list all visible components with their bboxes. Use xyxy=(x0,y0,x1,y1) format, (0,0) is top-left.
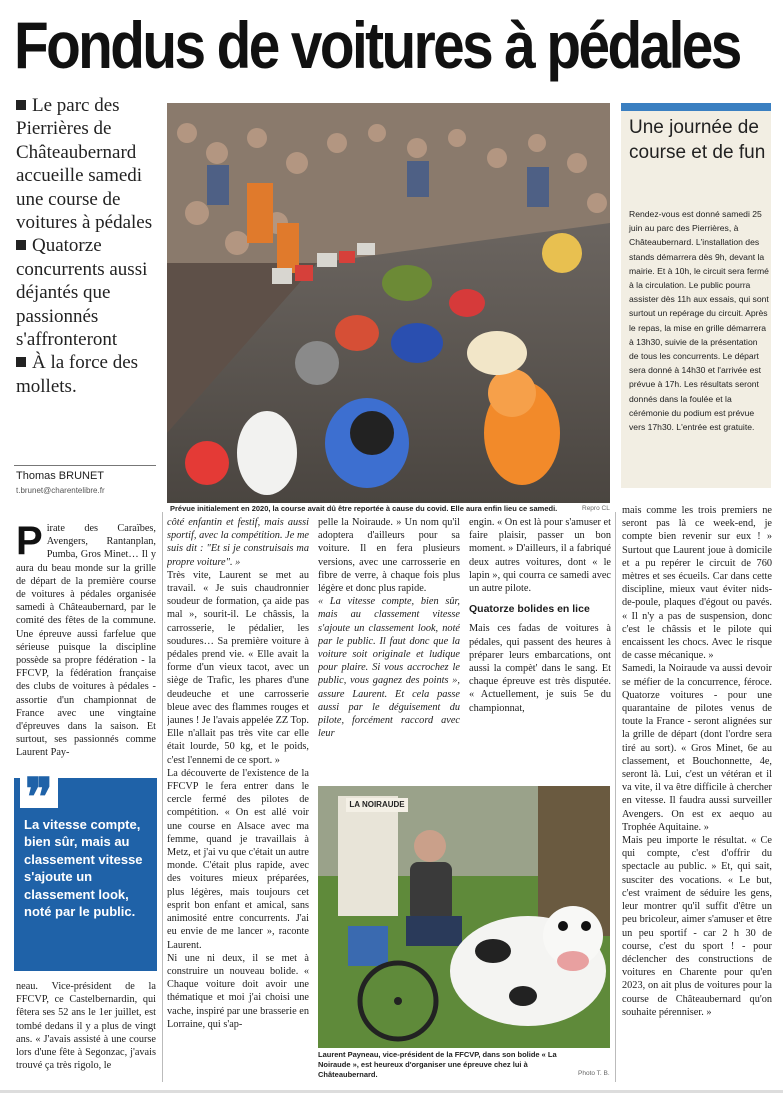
article-paragraph: Très vite, Laurent se met au travail. « Je suis chaudronnier soudeur de formation, ça aide pas mal », sourit-il. Le châssis, la carrosserie, le pédalier, les soudures… Sa première voiture à pédales prend vie. « Elle avait la forme d'un vieux tacot, avec un siège de Trafic, les phares d'une deudeuche et une carrosserie bleue avec des flammes rouges et jaunes ! Je l'avais appelée ZZ Top. Elle n'allait pas très vite car elle était lourde, 50 kg, et le poids, c'est l'ennemi de ce sport. » xyxy=(167,569,309,766)
info-box-title: Une journée de course et de fun xyxy=(629,117,766,163)
article-subheading: Quatorze bolides en lice xyxy=(469,603,590,616)
article-paragraph: Samedi, la Noiraude va aussi devoir se méfier de la concurrence, féroce. Quatorze voitures - pour une quarantaine de pilotes venus de toute la France - seront alignées sur la grille de départ (dont l'ordre sera tiré au sort). « Gros Minet, 6e au classement, et Bouchonnette, 4e, seront là. Lui, c'est un vétéran et il va vite, il va être difficile à chercher en vitesse. Il faudra aussi surveiller Avengers. On est ex aequo au Trophée Aquitaine. » xyxy=(622,663,772,833)
article-paragraph: Mais peu importe le résultat. « Ce qui compte, c'est d'offrir du spectacle au public. » Et, qui sait, susciter des vocations. « Le but, c'est vraiment de séduire les gens, leur montrer qu'il suffit d'être un peu bricoleur, aimer s'amuser et être un peu sportif - car 2 h 30 de course, c'est du sport ! - pour déclencher des constructions de voitures en Charente pour qu'en 2023, on ait plus de voitures pour la course de Châteaubernard qu'on souhaite pérenniser. » xyxy=(622,835,772,1018)
article-paragraph: Ni une ni deux, il se met à construire un nouveau bolide. « Chaque voiture doit avoir une thématique et moi j'ai choisi une vache, inspiré par une brasserie en Lorraine, qui s'ap- xyxy=(167,952,309,1030)
article-paragraph: neau. Vice-président de la FFCVP, ce Castelbernardin, qui fêtera ses 52 ans le 1er juillet, est tombé dedans il y a plus de vingt ans. « J'avais assisté à une course lors d'une fête à Segonzac, j'avais trouvé ça très rigolo, le xyxy=(16,981,156,1072)
main-photo-credit: Repro CL xyxy=(582,505,610,512)
article-paragraph: irate des Caraïbes, Avengers, Rantanplan, Pumba, Gros Minet… Il y aura du beau monde sur la grille de départ de la première course de voitures à pédales organisée samedi à Châteaubernard, par le comité des fêtes de la commune. Une épreuve aussi farfelue que sérieuse puisque la discipline possède sa propre fédération - la FFCVP, la fédération française des clubs de voitures à pédales - assortie d'un championnat de France avec une vingtaine d'épreuves dans la saison. Et surtout, ses passionnés comme Laurent Pay- xyxy=(16,523,156,759)
standfirst-item: À la force des mollets. xyxy=(16,352,139,397)
article-paragraph: engin. « On est là pour s'amuser et faire plaisir, passer un bon moment. » D'ailleurs, il a fabriqué deux autres voitures, dont « le lapin », qui courra ce samedi avec un autre pilote. xyxy=(469,517,611,595)
article-column-5 xyxy=(622,504,772,1088)
article-column-2 xyxy=(167,516,309,1088)
byline-divider xyxy=(14,465,156,466)
article-paragraph: côté enfantin et festif, mais aussi sportif, avec la compétition. Je me suis dit : "Et si je construisais ma propre voiture". » xyxy=(167,517,309,568)
photo-sign: LA NOIRAUDE xyxy=(346,798,408,812)
pull-quote-rule xyxy=(14,968,157,971)
square-bullet-icon xyxy=(16,240,26,250)
second-photo xyxy=(318,786,610,1048)
second-photo-caption: Laurent Payneau, vice-président de la FFCVP, dans son bolide « La Noiraude », est heureux d'organiser une épreuve chez lui à Châteaubernard. xyxy=(318,1050,557,1079)
byline-author: Thomas BRUNET xyxy=(16,470,105,482)
byline-email: t.brunet@charentelibre.fr xyxy=(16,486,105,495)
square-bullet-icon xyxy=(16,357,26,367)
article-column-1 xyxy=(16,522,156,774)
standfirst-item: Quatorze concurrents aussi déjantés que passionnés s'affronteront xyxy=(16,235,148,351)
article-column-4 xyxy=(469,516,611,778)
article-paragraph: pelle la Noiraude. » Un nom qu'il adoptera d'ailleurs pour sa voiture. Il en fera plusieurs versions, avec une carrosserie en fibre de verre, à chaque fois plus légère et donc plus rapide. xyxy=(318,517,460,595)
info-box xyxy=(621,103,771,488)
article-paragraph: La découverte de l'existence de la FFCVP le fera entrer dans le cercle fermé des pilotes de compétition. « On est allé voir une course en Alsace avec ma femme, quand je travaillais à Metz, et j'ai vu que c'était un autre monde. C'était plus rapide, avec des voitures mieux préparées, plus légères, mais toujours cet esprit bon enfant et amical, sans animosité entre concurrents. J'ai eu envie de me lancer », raconte Laurent. xyxy=(167,767,309,951)
main-photo-caption: Prévue initialement en 2020, la course avait dû être reportée à cause du covid. Elle aura enfin lieu ce samedi. xyxy=(170,504,558,513)
square-bullet-icon xyxy=(16,100,26,110)
column-divider xyxy=(162,512,163,1082)
article-paragraph: Mais ces fadas de voitures à pédales, qui passent des heures à préparer leurs embarcations, ont aussi la compèt' dans le sang. Et chaque épreuve est très disputée. « Actuellement, je suis 5e du championnat, xyxy=(469,623,611,714)
pull-quote xyxy=(14,769,157,968)
pull-quote-text: La vitesse compte, bien sûr, mais au classement vitesse s'ajoute un classement look, noté par le public. xyxy=(24,817,143,920)
standfirst xyxy=(16,94,158,398)
page-bottom-rule xyxy=(0,1090,783,1093)
info-box-top-bar xyxy=(621,103,771,111)
quote-mark-icon: ❞ xyxy=(20,772,58,808)
article-paragraph: « La vitesse compte, bien sûr, mais au classement vitesse s'ajoute un classement look, noté par le public. Il faut donc que la voiture soit originale et ludique pour plaire. Si vous accrochez le public, vous gagnez des points », assure Laurent. Et cela passe aussi par le déguisement du pilote, forcément raccord avec leur xyxy=(318,596,460,740)
headline: Fondus de voitures à pédales xyxy=(14,8,740,82)
standfirst-item: Le parc des Pierrières de Châteaubernard accueille samedi une course de voitures à pédales xyxy=(16,95,153,234)
article-paragraph: mais comme les trois premiers ne seront pas là ce week-end, je compte bien revenir sur eux ! » Surtout que Laurent joue à domicile et a pu repérer le circuit de 760 mètres et ses écueils. Car dans cette discipline, mieux vaut éviter nids-de-poule, plaques d'égout ou pavés. « Il n'y a pas de suspension, donc c'est le châssis et le pilote qui encaissent les chocs. Avec le risque de casse mécanique. » xyxy=(622,505,772,662)
drop-cap: P xyxy=(16,522,43,563)
article-column-1-continued xyxy=(16,980,156,1084)
column-divider xyxy=(615,512,616,1082)
article-column-3 xyxy=(318,516,460,778)
second-photo-credit: Photo T. B. xyxy=(578,1070,610,1077)
main-photo xyxy=(167,103,610,503)
info-box-text: Rendez-vous est donné samedi 25 juin au parc des Pierrières, à Châteaubernard. L'installation des stands démarrera dès 9h, devant la mairie. Et à 10h, le circuit sera fermé à la circulation. Le public pourra assister dès 11h aux essais, qui sont surtout un repérage du circuit. Après le repas, la mise en grille démarrera à 13h30, suivie de la présentation de tous les concurrents. Le départ sera donné à 14h30 et l'arrivée est prévue à 17h. Les résultats seront donnés dans la foulée et la cérémonie du podium est prévue vers 17h30. L'entrée est gratuite. xyxy=(629,209,769,433)
